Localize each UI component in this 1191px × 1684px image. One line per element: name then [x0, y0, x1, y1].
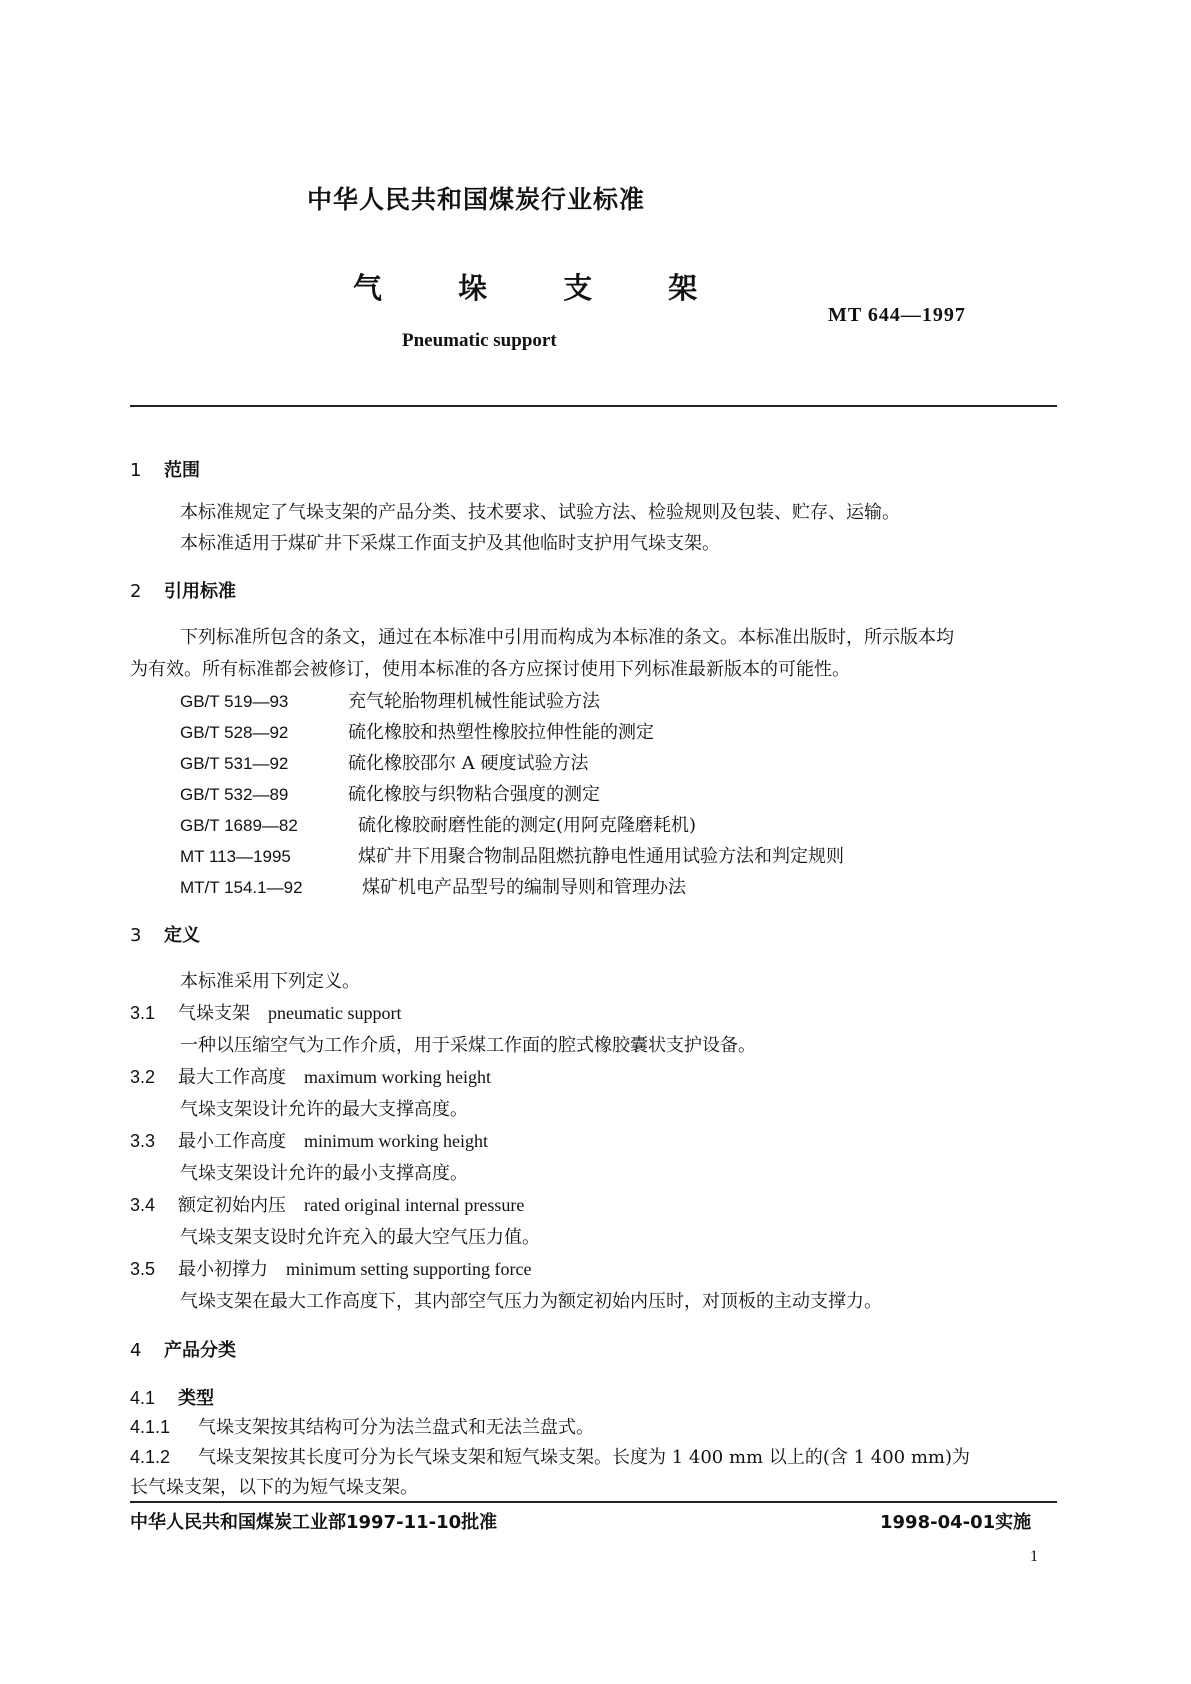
term-en: rated original internal pressure — [304, 1195, 525, 1215]
clause-number: 4.1.1 — [130, 1417, 171, 1437]
implementation-date: 1998-04-01实施 — [880, 1512, 1032, 1533]
definition-text: 气垛支架在最大工作高度下，其内部空气压力为额定初始内压时，对顶板的主动支撑力。 — [180, 1291, 882, 1312]
definition-term — [130, 1062, 491, 1093]
standard-number: MT 644—1997 — [828, 304, 966, 326]
reference-title: 煤矿机电产品型号的编制导则和管理办法 — [362, 877, 686, 898]
definition-text: 气垛支架设计允许的最大支撑高度。 — [180, 1099, 468, 1120]
term-en: pneumatic support — [268, 1003, 402, 1023]
paragraph: 本标准采用下列定义。 — [180, 971, 360, 992]
paragraph: 为有效。所有标准都会被修订，使用本标准的各方应探讨使用下列标准最新版本的可能性。 — [130, 659, 850, 680]
reference-item — [180, 841, 844, 872]
section-3-heading — [130, 921, 200, 947]
section-title: 产品分类 — [164, 1340, 236, 1361]
definition-term — [130, 1190, 524, 1221]
reference-code: GB/T 528—92 — [180, 723, 289, 742]
clause-text: 气垛支架按其长度可分为长气垛支架和短气垛支架。长度为 1 400 mm 以上的(含 1 400 mm)为 — [198, 1447, 970, 1468]
section-number: 1 — [130, 460, 142, 481]
section-number: 4 — [130, 1340, 142, 1361]
standard-category-title: 中华人民共和国煤炭行业标准 — [307, 185, 646, 214]
clause-number: 4.1 — [130, 1388, 156, 1408]
clause-number: 3.4 — [130, 1195, 156, 1215]
reference-title: 硫化橡胶与织物粘合强度的测定 — [348, 784, 600, 805]
reference-code: MT 113—1995 — [180, 847, 291, 866]
subsection-title: 类型 — [178, 1388, 214, 1409]
clause-item — [130, 1412, 594, 1443]
section-title: 引用标准 — [164, 581, 236, 602]
section-title: 范围 — [164, 460, 200, 481]
section-number: 2 — [130, 581, 142, 602]
term-en: maximum working height — [304, 1067, 491, 1087]
definition-text: 气垛支架支设时允许充入的最大空气压力值。 — [180, 1227, 540, 1248]
reference-item — [180, 748, 588, 779]
clause-number: 3.2 — [130, 1067, 156, 1087]
definition-term — [130, 1254, 531, 1285]
reference-code: GB/T 1689—82 — [180, 816, 298, 835]
clause-number: 3.3 — [130, 1131, 156, 1151]
reference-title: 硫化橡胶耐磨性能的测定(用阿克隆磨耗机) — [358, 815, 697, 836]
clause-continuation: 长气垛支架，以下的为短气垛支架。 — [130, 1477, 418, 1498]
section-number: 3 — [130, 925, 142, 946]
term-zh: 气垛支架 — [178, 1003, 250, 1024]
term-zh: 额定初始内压 — [178, 1195, 286, 1216]
paragraph: 本标准规定了气垛支架的产品分类、技术要求、试验方法、检验规则及包装、贮存、运输。 — [180, 502, 900, 523]
footer-divider — [130, 1501, 1057, 1503]
reference-code: MT/T 154.1—92 — [180, 878, 303, 897]
section-4-heading — [130, 1336, 236, 1362]
reference-item — [180, 717, 654, 748]
reference-item — [180, 686, 600, 717]
clause-number: 3.5 — [130, 1259, 156, 1279]
definition-term — [130, 1126, 488, 1157]
reference-item — [180, 779, 600, 810]
reference-item — [180, 810, 696, 841]
reference-item — [180, 872, 686, 903]
reference-code: GB/T 532—89 — [180, 785, 289, 804]
header-divider — [130, 405, 1057, 407]
definition-text: 一种以压缩空气为工作介质，用于采煤工作面的腔式橡胶囊状支护设备。 — [180, 1035, 756, 1056]
section-1-heading — [130, 456, 200, 482]
clause-number: 3.1 — [130, 1003, 156, 1023]
reference-code: GB/T 531—92 — [180, 754, 289, 773]
reference-code: GB/T 519—93 — [180, 692, 289, 711]
reference-title: 煤矿井下用聚合物制品阻燃抗静电性通用试验方法和判定规则 — [358, 846, 844, 867]
definition-text: 气垛支架设计允许的最小支撑高度。 — [180, 1163, 468, 1184]
term-zh: 最小初撑力 — [178, 1259, 268, 1280]
section-2-heading — [130, 577, 236, 603]
subsection-4-1-heading — [130, 1384, 214, 1410]
section-title: 定义 — [164, 925, 200, 946]
approval-statement: 中华人民共和国煤炭工业部1997-11-10批准 — [130, 1512, 498, 1533]
document-title: 气 垛 支 架 — [353, 271, 731, 305]
reference-title: 充气轮胎物理机械性能试验方法 — [348, 691, 600, 712]
term-en: minimum working height — [304, 1131, 488, 1151]
clause-text: 气垛支架按其结构可分为法兰盘式和无法兰盘式。 — [198, 1417, 594, 1438]
english-title: Pneumatic support — [402, 330, 557, 351]
reference-title: 硫化橡胶邵尔 A 硬度试验方法 — [348, 753, 589, 774]
term-zh: 最小工作高度 — [178, 1131, 286, 1152]
clause-item — [130, 1442, 970, 1473]
paragraph: 下列标准所包含的条文，通过在本标准中引用而构成为本标准的条文。本标准出版时，所示版本均 — [180, 627, 954, 648]
page-number: 1 — [1030, 1548, 1038, 1565]
paragraph: 本标准适用于煤矿井下采煤工作面支护及其他临时支护用气垛支架。 — [180, 533, 720, 554]
definition-term — [130, 998, 401, 1029]
term-zh: 最大工作高度 — [178, 1067, 286, 1088]
term-en: minimum setting supporting force — [286, 1259, 532, 1279]
reference-title: 硫化橡胶和热塑性橡胶拉伸性能的测定 — [348, 722, 654, 743]
clause-number: 4.1.2 — [130, 1447, 171, 1467]
